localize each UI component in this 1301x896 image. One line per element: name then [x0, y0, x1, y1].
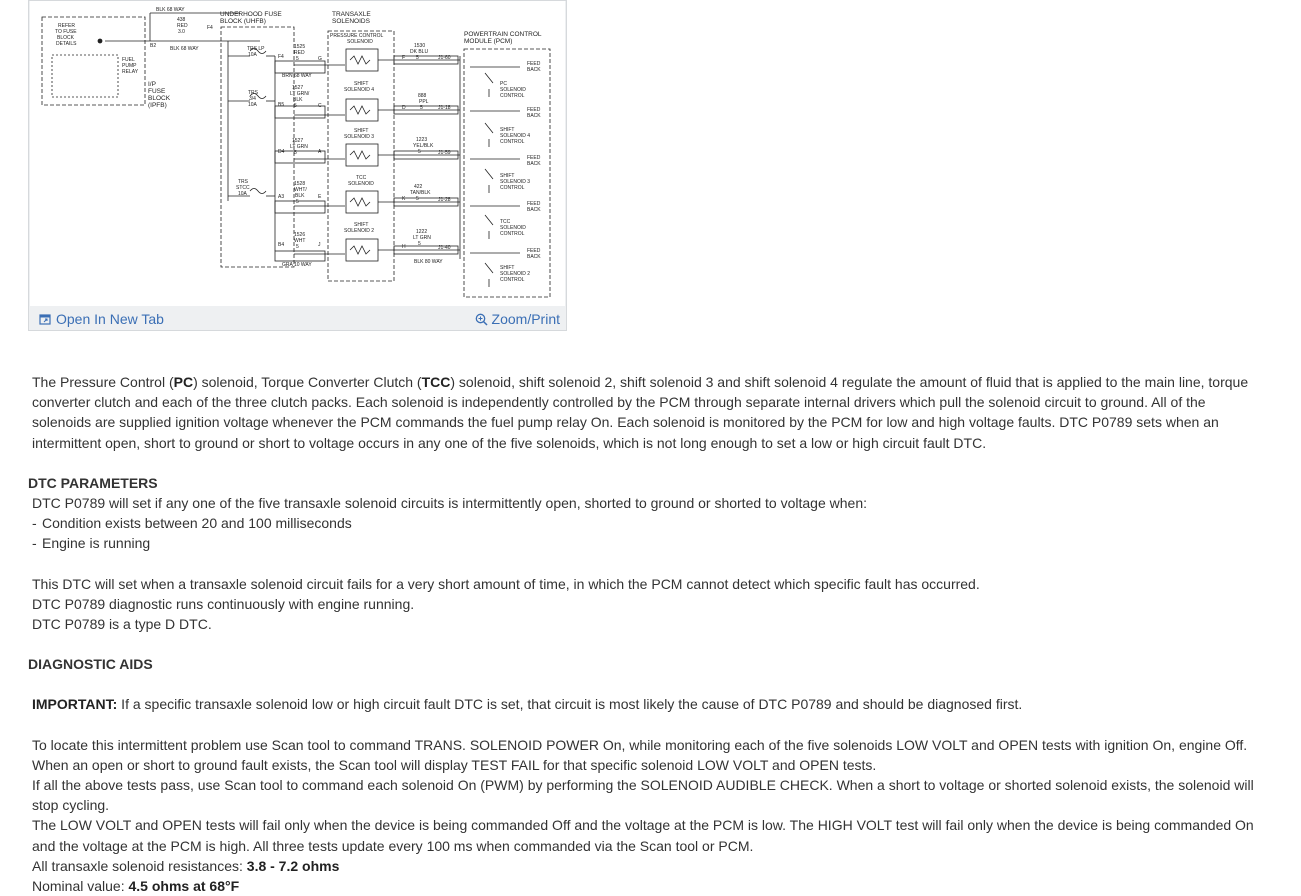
lbl-w1528: 1528 [294, 181, 306, 187]
lbl-w1222s: 5 [418, 241, 421, 247]
lbl-j118: J1-18 [438, 105, 451, 111]
intro-text-1: The Pressure Control ( [32, 374, 174, 390]
lbl-w1527ac2: BLK [293, 97, 303, 103]
lbl-trs-amp: 10A [248, 102, 257, 108]
diagnostic-aids-heading: DIAGNOSTIC AIDS [28, 656, 153, 673]
lbl-ss4c3: CONTROL [500, 139, 525, 145]
aid-paragraph-3: If all the above tests pass, use Scan tool to command each solenoid On (PWM) by performing the SOLENOID AUDIBLE CHECK. When a short to voltage or shorted solenoid exists, the solenoid will stop cycling. [32, 777, 1254, 814]
lbl-f4: F4 [207, 25, 213, 31]
lbl-w1526c: WHT [294, 238, 306, 244]
zoom-print-label: Zoom/Print [491, 311, 560, 327]
lbl-tccc1: TCC [500, 219, 511, 225]
lbl-ss2c2: SOLENOID 2 [500, 271, 531, 277]
wiring-diagram-figure [28, 0, 567, 331]
lbl-trslp: TRS LP [247, 46, 265, 52]
lbl-w1527bc: LT GRN [290, 144, 308, 150]
lbl-transaxle2: SOLENOIDS [332, 18, 370, 25]
lbl-back-4: BACK [527, 207, 541, 213]
article-content [28, 372, 1264, 896]
intro-tcc-abbr: TCC [421, 374, 451, 390]
lbl-w1222: 1222 [416, 229, 428, 235]
lbl-e: E [318, 194, 322, 200]
lbl-w422c: TAN/BLK [410, 190, 431, 196]
lbl-w1530s: 5 [416, 55, 419, 61]
lbl-b4: B4 [278, 242, 285, 248]
lbl-w1526: 1526 [294, 232, 306, 238]
lbl-refer: REFER [58, 23, 75, 29]
resistance-value: 3.8 - 7.2 ohms [246, 857, 340, 874]
lbl-a: A [318, 149, 322, 155]
lbl-relay: RELAY [122, 69, 139, 75]
important-label: IMPORTANT: [32, 696, 118, 713]
open-in-new-tab-label: Open In New Tab [56, 311, 164, 327]
lbl-w1525: 1525 [294, 44, 306, 50]
list-item: - Engine is running [32, 535, 151, 552]
lbl-ss4c1: SHIFT [500, 127, 515, 133]
resistance-line [28, 856, 1264, 876]
lbl-to-fuse: TO FUSE [55, 29, 77, 35]
lbl-ss4-2: SOLENOID 4 [344, 87, 375, 93]
lbl-tcc-2: SOLENOID [348, 181, 374, 187]
lbl-tccc2: SOLENOID [500, 225, 526, 231]
lbl-438-color: RED [177, 23, 188, 29]
lbl-feed-3: FEED [527, 155, 541, 161]
lbl-w888c: PPL [419, 99, 429, 105]
aid-paragraph-4: The LOW VOLT and OPEN tests will fail only when the device is being commanded Off and the voltage at the PCM is low. The HIGH VOLT test will fail only when the device is being commanded On and the voltage at the PCM is high. All three tests update every 100 ms when commanded via the Scan tool or PCM. [32, 817, 1254, 854]
important-note [28, 694, 1264, 714]
lbl-438-size: 3.0 [178, 29, 185, 35]
aid-paragraph-2: When an open or short to ground fault exists, the Scan tool will display TEST FAIL for that specific solenoid LOW VOLT and OPEN tests. [32, 756, 877, 773]
lbl-w1527b: 1527 [292, 138, 304, 144]
open-in-new-tab-link[interactable] [39, 311, 164, 327]
lbl-pc-ctl1: PC [500, 81, 507, 87]
lbl-trs-stcc-amp: 10A [238, 191, 247, 197]
lbl-w1530: 1530 [414, 43, 426, 49]
resistance-label: All transaxle solenoid resistances: [32, 857, 247, 874]
lbl-d: D [402, 105, 406, 111]
lbl-w1528c2: BLK [295, 193, 305, 199]
lbl-underhood2: BLOCK (UHFB) [220, 18, 266, 25]
lbl-fuse: FUSE [148, 88, 166, 95]
lbl-trs-stcc2: STCC [236, 185, 250, 191]
intro-text-3: ) solenoid, shift solenoid 2, shift solenoid 3 and shift solenoid 4 regulate the amount of fluid that is applied to the main line, torque converter clutch and each of the three clutch packs. Each solenoid is independently controlled by the PCM through separate internal drivers which pull the solenoid circuit to ground. All of the solenoids are supplied ignition voltage whenever the PCM commands the fuel pump relay On. Each solenoid is monitored by the PCM for low and high voltage faults. DTC P0789 sets when an intermittent open, short to ground or short to voltage occurs in any one of the five solenoids, which is not long enough to set a low or high circuit fault DTC. [32, 374, 1249, 451]
lbl-pump: PUMP [122, 63, 137, 69]
lbl-w1527bs: 5 [294, 150, 297, 156]
lbl-w422: 422 [414, 184, 423, 190]
lbl-gra10: GRA 10 WAY [282, 262, 312, 268]
lbl-j160: J1-60 [438, 55, 451, 61]
intro-pc-abbr: PC [173, 374, 194, 390]
lbl-pc-sol2: SOLENOID [347, 39, 373, 45]
lbl-block: BLOCK [57, 35, 74, 41]
dtc-note-2: DTC P0789 diagnostic runs continuously with engine running. [32, 595, 415, 612]
nominal-value: 4.5 ohms at 68°F [128, 878, 240, 895]
lbl-f4b: F4 [278, 54, 284, 60]
dtc-note-3: DTC P0789 is a type D DTC. [32, 616, 212, 633]
lbl-w888: 888 [418, 93, 427, 99]
pcm-feedback-labels [527, 61, 541, 260]
important-text: If a specific transaxle solenoid low or high circuit fault DTC is set, that circuit is most likely the cause of DTC P0789 and should be diagnosed first. [117, 696, 1023, 713]
lbl-back-3: BACK [527, 161, 541, 167]
lbl-a3: A3 [278, 194, 285, 200]
dtc-parameters-heading: DTC PARAMETERS [28, 474, 158, 491]
lbl-underhood1: UNDERHOOD FUSE [220, 11, 282, 18]
lbl-brn68: BRN 68 WAY [282, 73, 312, 79]
lbl-back-1: BACK [527, 67, 541, 73]
lbl-w422s: 5 [416, 196, 419, 202]
lbl-ss3c2: SOLENOID 3 [500, 179, 531, 185]
lbl-blk68-mid: BLK 68 WAY [170, 46, 199, 52]
lbl-w1223: 1223 [416, 137, 428, 143]
lbl-trs: TRS [248, 90, 258, 96]
lbl-fuel: FUEL [122, 57, 135, 63]
lbl-w1527as: 5 [294, 103, 297, 109]
lbl-ss2c1: SHIFT [500, 265, 515, 271]
lbl-tccc3: CONTROL [500, 231, 525, 237]
lbl-blk68-top: BLK 68 WAY [156, 7, 185, 13]
lbl-trs-stcc: TRS [238, 179, 248, 185]
lbl-ss3-1: SHIFT [354, 128, 369, 134]
lbl-w1223c: YEL/BLK [413, 143, 434, 149]
lbl-w1222c: LT GRN [413, 235, 431, 241]
lbl-back-2: BACK [527, 113, 541, 119]
lbl-ss2c3: CONTROL [500, 277, 525, 283]
dtc-condition-line: DTC P0789 will set if any one of the five transaxle solenoid circuits is intermittently open, shorted to ground or shorted to voltage when: [32, 495, 867, 512]
nominal-label: Nominal value: [32, 878, 129, 895]
open-new-tab-icon [39, 313, 52, 326]
lbl-w1530c: DK BLU [410, 49, 429, 55]
lbl-ipfb: (IPFB) [148, 102, 167, 109]
lbl-w1527a: 1527 [292, 85, 304, 91]
lbl-b2: B2 [150, 43, 157, 49]
lbl-w1525c: RED [294, 50, 305, 56]
lbl-pc-sol1: PRESSURE CONTROL [330, 33, 384, 39]
lbl-transaxle1: TRANSAXLE [332, 11, 371, 18]
lbl-j140: J1-40 [438, 245, 451, 251]
lbl-feed-5: FEED [527, 248, 541, 254]
lbl-g: G [318, 56, 322, 62]
lbl-h: H [402, 244, 406, 250]
lbl-ss2-2: SOLENOID 2 [344, 228, 375, 234]
lbl-k: K [402, 196, 406, 202]
lbl-ss3c3: CONTROL [500, 185, 525, 191]
lbl-block2: BLOCK [148, 95, 171, 102]
wiring-diagram-canvas[interactable] [30, 1, 565, 306]
wiring-diagram [30, 1, 565, 306]
lbl-tcc-1: TCC [356, 175, 367, 181]
lbl-438: 438 [177, 17, 186, 23]
lbl-ss4-1: SHIFT [354, 81, 369, 87]
lbl-w888s: 5 [420, 105, 423, 111]
lbl-w1527ac: LT GRN/ [290, 91, 310, 97]
intro-paragraph [28, 372, 1264, 453]
lbl-b5: B5 [278, 102, 285, 108]
zoom-in-icon [475, 313, 488, 326]
lbl-f: F [402, 55, 406, 61]
figure-toolbar [29, 306, 566, 332]
lbl-c: C [318, 103, 322, 109]
lbl-w1223s: 5 [418, 149, 421, 155]
list-item: - Condition exists between 20 and 100 milliseconds [32, 515, 352, 532]
nominal-line [28, 876, 1264, 896]
lbl-pcm1: POWERTRAIN CONTROL [464, 31, 542, 38]
lbl-ss3c1: SHIFT [500, 173, 515, 179]
lbl-trslp-amp: 10A [248, 52, 257, 58]
lbl-feed-4: FEED [527, 201, 541, 207]
lbl-blk80: BLK 80 WAY [414, 259, 443, 265]
lbl-details: DETAILS [56, 41, 77, 47]
intro-text-2: ) solenoid, Torque Converter Clutch ( [193, 374, 422, 390]
lbl-d4: D4 [278, 149, 285, 155]
lbl-trs-sub: 3/4 [249, 96, 256, 102]
zoom-print-link[interactable] [475, 311, 560, 327]
dtc-bullet-1: Condition exists between 20 and 100 milliseconds [42, 515, 352, 532]
lbl-ss2-1: SHIFT [354, 222, 369, 228]
lbl-feed-1: FEED [527, 61, 541, 67]
lbl-j: J [318, 242, 321, 248]
aid-paragraph-1: To locate this intermittent problem use Scan tool to command TRANS. SOLENOID POWER On, while monitoring each of the five solenoids LOW VOLT and OPEN tests with ignition On, engine Off. [32, 736, 1248, 753]
lbl-w1528c: WHT/ [294, 187, 307, 193]
lbl-w1526s: 5 [296, 244, 299, 250]
lbl-j128: J1-28 [438, 197, 451, 203]
lbl-ss4c2: SOLENOID 4 [500, 133, 531, 139]
lbl-ss3-2: SOLENOID 3 [344, 134, 375, 140]
lbl-back-5: BACK [527, 254, 541, 260]
lbl-pc-ctl3: CONTROL [500, 93, 525, 99]
dtc-bullet-2: Engine is running [42, 535, 151, 552]
lbl-pcm2: MODULE (PCM) [464, 38, 513, 45]
lbl-w1528s: 5 [296, 199, 299, 205]
lbl-feed-2: FEED [527, 107, 541, 113]
lbl-pc-ctl2: SOLENOID [500, 87, 526, 93]
lbl-w1525s: 5 [296, 56, 299, 62]
lbl-ip: I/P [148, 81, 156, 88]
dtc-note-1: This DTC will set when a transaxle solenoid circuit fails for a very short amount of time, in which the PCM cannot detect which specific fault has occurred. [32, 575, 980, 592]
lbl-j159: J1-59 [438, 150, 451, 156]
